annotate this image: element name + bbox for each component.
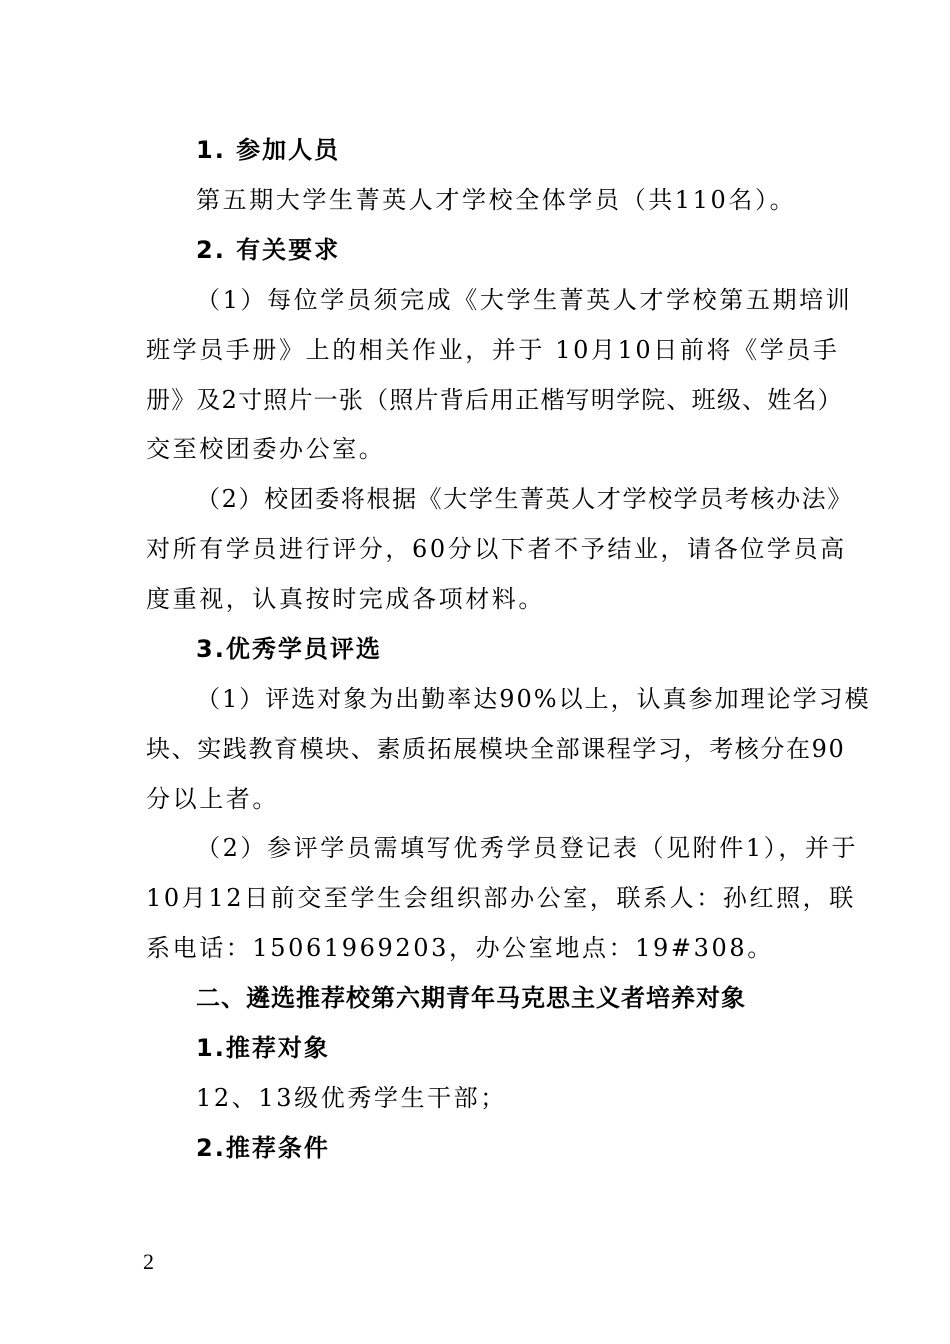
- heading-marxist-trainees: 二、遴选推荐校第六期青年马克思主义者培养对象: [196, 984, 746, 1012]
- paragraph-requirement-2-line-1: （2）校团委将根据《大学生菁英人才学校学员考核办法》: [196, 485, 853, 513]
- paragraph-participants: 第五期大学生菁英人才学校全体学员（共110名）。: [196, 186, 797, 214]
- paragraph-requirement-2-line-2: 对所有学员进行评分，60分以下者不予结业，请各位学员高: [146, 535, 847, 563]
- paragraph-requirement-1-line-2: 班学员手册》上的相关作业，并于 10月10日前将《学员手: [146, 336, 840, 364]
- heading-recommend-conditions: 2.推荐条件: [196, 1134, 330, 1162]
- paragraph-requirement-1-line-1: （1）每位学员须完成《大学生菁英人才学校第五期培训: [196, 286, 853, 314]
- paragraph-selection-1-line-1: （1）评选对象为出勤率达90%以上，认真参加理论学习模: [196, 685, 871, 713]
- paragraph-requirement-1-line-3: 册》及2寸照片一张（照片背后用正楷写明学院、班级、姓名）: [146, 386, 843, 414]
- paragraph-selection-1-line-2: 块、实践教育模块、素质拓展模块全部课程学习，考核分在90: [146, 735, 846, 763]
- heading-participants: 1. 参加人员: [196, 136, 341, 164]
- paragraph-requirement-2-line-3: 度重视，认真按时完成各项材料。: [146, 585, 545, 613]
- paragraph-recommend-target: 12、13级优秀学生干部；: [196, 1084, 507, 1112]
- paragraph-selection-2-line-3: 系电话：15061969203，办公室地点：19#308。: [146, 934, 774, 962]
- heading-excellent-selection: 3.优秀学员评选: [196, 635, 382, 663]
- heading-recommend-target: 1.推荐对象: [196, 1034, 330, 1062]
- heading-requirements: 2. 有关要求: [196, 236, 341, 264]
- page-number: 2: [143, 1249, 154, 1274]
- paragraph-selection-2-line-1: （2）参评学员需填写优秀学员登记表（见附件1），并于: [196, 834, 859, 862]
- paragraph-selection-2-line-2: 10月12日前交至学生会组织部办公室，联系人：孙红照，联: [146, 884, 856, 912]
- paragraph-requirement-1-line-4: 交至校团委办公室。: [146, 435, 386, 463]
- paragraph-selection-1-line-3: 分以上者。: [146, 785, 279, 813]
